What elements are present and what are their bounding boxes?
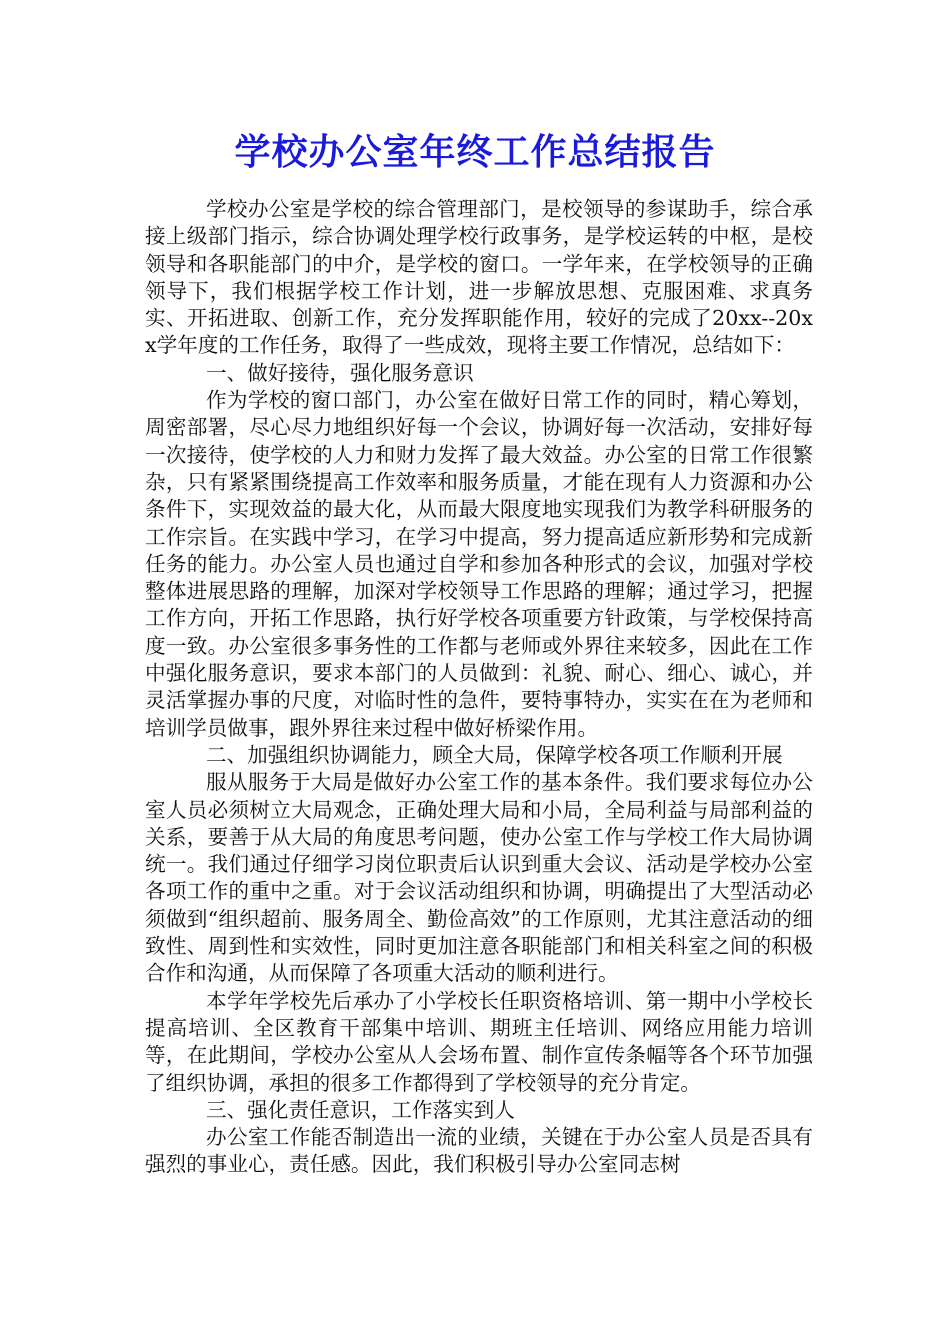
document-title: 学校办公室年终工作总结报告 bbox=[234, 131, 716, 173]
document-body bbox=[145, 196, 813, 1179]
paragraph-section-3: 办公室工作能否制造出一流的业绩，关键在于办公室人员是否具有强烈的事业心，责任感。因此，我们积极引导办公室同志树 bbox=[145, 1125, 813, 1177]
paragraph-section-1: 作为学校的窗口部门，办公室在做好日常工作的同时，精心筹划，周密部署，尽心尽力地组织好每一个会议，协调好每一次活动，安排好每一次接待，使学校的人力和财力发挥了最大效益。办公室的日常工作很繁杂，只有紧紧围绕提高工作效率和服务质量，才能在现有人力资源和办公条件下，实现效益的最大化，从而最大限度地实现我们为教学科研服务的工作宗旨。在实践中学习，在学习中提高，努力提高适应新形势和完成新任务的能力。办公室人员也通过自学和参加各种形式的会议，加强对学校整体进展思路的理解，加深对学校领导工作思路的理解；通过学习，把握工作方向，开拓工作思路，执行好学校各项重要方针政策，与学校保持高度一致。办公室很多事务性的工作都与老师或外界往来较多，因此在工作中强化服务意识，要求本部门的人员做到：礼貌、耐心、细心、诚心，并灵活掌握办事的尺度，对临时性的急件，要特事特办，实实在在为老师和培训学员做事，跟外界往来过程中做好桥梁作用。 bbox=[145, 388, 813, 740]
section-heading-2: 二、加强组织协调能力，顾全大局，保障学校各项工作顺利开展 bbox=[205, 742, 783, 767]
paragraph-section-2b: 本学年学校先后承办了小学校长任职资格培训、第一期中小学校长提高培训、全区教育干部集中培训、期班主任培训、网络应用能力培训等，在此期间，学校办公室从人会场布置、制作宣传条幅等各个环节加强了组织协调，承担的很多工作都得到了学校领导的充分肯定。 bbox=[145, 988, 813, 1095]
paragraph-section-2a: 服从服务于大局是做好办公室工作的基本条件。我们要求每位办公室人员必须树立大局观念，正确处理大局和小局，全局利益与局部利益的关系，要善于从大局的角度思考问题，使办公室工作与学校工作大局协调统一。我们通过仔细学习岗位职责后认识到重大会议、活动是学校办公室各项工作的重中之重。对于会议活动组织和协调，明确提出了大型活动必须做到“组织超前、服务周全、勤俭高效”的工作原则，尤其注意活动的细致性、周到性和实效性，同时更加注意各职能部门和相关科室之间的积极合作和沟通，从而保障了各项重大活动的顺利进行。 bbox=[145, 770, 813, 986]
section-heading-1: 一、做好接待，强化服务意识 bbox=[205, 360, 474, 385]
paragraph-intro: 学校办公室是学校的综合管理部门，是校领导的参谋助手，综合承接上级部门指示，综合协调处理学校行政事务，是学校运转的中枢，是校领导和各职能部门的中介，是学校的窗口。一学年来，在学校领导的正确领导下，我们根据学校工作计划，进一步解放思想、克服困难、求真务实、开拓进取、创新工作，充分发挥职能作用，较好的完成了20xx--20xx学年度的工作任务，取得了一些成效，现将主要工作情况，总结如下： bbox=[145, 197, 813, 358]
section-heading-3: 三、强化责任意识，工作落实到人 bbox=[205, 1097, 515, 1122]
